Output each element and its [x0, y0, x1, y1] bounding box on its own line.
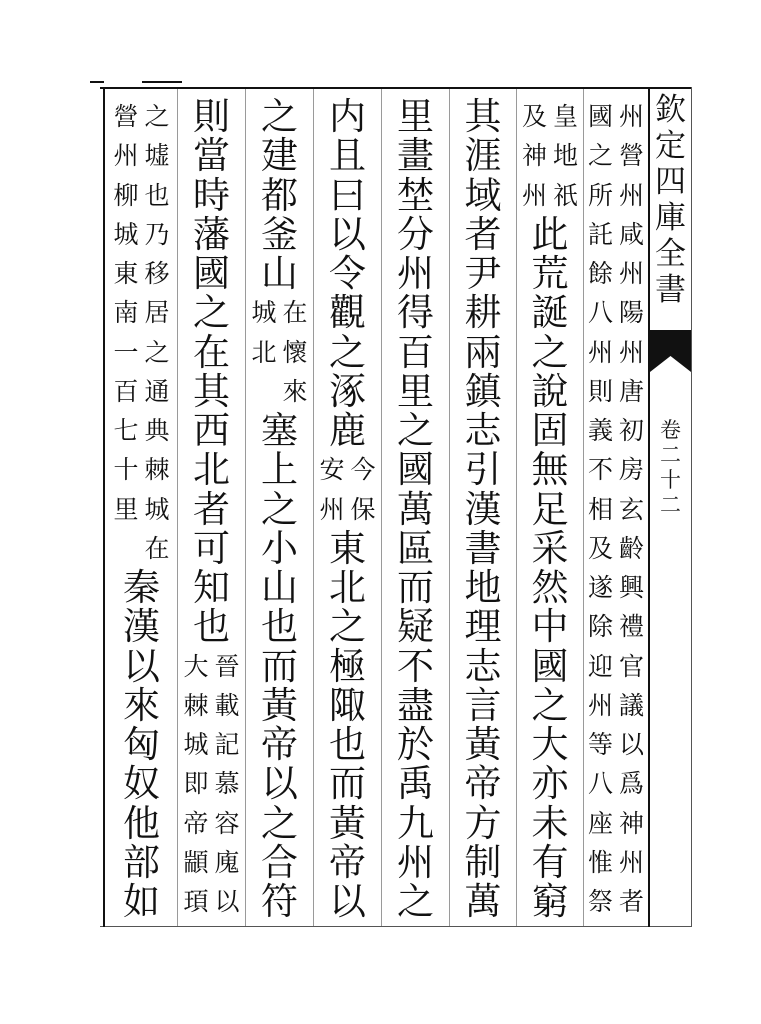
character: 采 — [531, 526, 569, 570]
annotation-left-line — [249, 293, 280, 411]
character: 四 — [655, 164, 686, 200]
character: 方 — [464, 801, 502, 845]
annotation-right-line — [142, 97, 173, 568]
character: 官 — [618, 651, 644, 681]
character: 而 — [261, 644, 298, 688]
character: 匈 — [123, 723, 160, 766]
character: 禹 — [397, 762, 434, 806]
character: 者 — [193, 487, 230, 531]
character: 州 — [587, 337, 613, 367]
character: 以 — [261, 762, 298, 806]
character: 以 — [214, 887, 240, 916]
character: 七 — [113, 416, 139, 445]
character: 黃 — [261, 683, 298, 727]
character: 通 — [144, 376, 170, 406]
character: 分 — [397, 212, 434, 256]
character: 理 — [464, 605, 502, 649]
main-text — [106, 568, 177, 921]
character: 山 — [261, 252, 298, 295]
character: 尹 — [464, 252, 502, 295]
character: 釜 — [261, 212, 298, 256]
annotation — [106, 97, 177, 568]
character: 欽 — [655, 92, 686, 128]
character: 在 — [144, 533, 170, 563]
annotation-left-line — [111, 97, 142, 568]
character: 八 — [587, 298, 613, 328]
character: 黃 — [464, 723, 502, 766]
annotation-right-line — [348, 450, 379, 529]
character: 曰 — [329, 173, 366, 217]
frame-left-border — [103, 87, 105, 927]
character: 懷 — [282, 337, 308, 367]
character: 之 — [261, 95, 298, 138]
annotation-left-line — [317, 450, 348, 529]
margin-volume-number — [650, 418, 691, 518]
character: 十 — [660, 468, 681, 492]
character: 其 — [464, 95, 502, 138]
character: 記 — [214, 730, 240, 759]
character: 州 — [618, 180, 644, 210]
character: 以 — [618, 730, 644, 759]
character: 涿 — [329, 369, 366, 413]
character: 州 — [397, 840, 434, 884]
character: 固 — [531, 409, 569, 452]
character: 山 — [261, 566, 298, 609]
character: 且 — [329, 134, 366, 178]
character: 之 — [329, 605, 366, 649]
character: 百 — [113, 376, 139, 406]
character: 則 — [193, 95, 230, 138]
text-column-1 — [584, 0, 648, 1024]
character: 十 — [113, 455, 139, 485]
character: 禮 — [618, 612, 644, 642]
character: 營 — [618, 141, 644, 171]
character: 中 — [531, 605, 569, 649]
character: 慕 — [214, 769, 240, 799]
character: 極 — [329, 644, 366, 688]
character: 當 — [193, 134, 230, 178]
character: 除 — [587, 612, 613, 642]
character: 迎 — [587, 651, 613, 681]
character: 合 — [261, 840, 298, 884]
character: 符 — [261, 880, 298, 923]
character: 以 — [329, 212, 366, 256]
character: 玄 — [618, 494, 644, 524]
character: 部 — [123, 840, 160, 884]
character: 誕 — [531, 291, 569, 335]
character: 棘 — [144, 455, 170, 485]
character: 漢 — [464, 487, 502, 531]
character: 託 — [587, 219, 613, 249]
character: 及 — [587, 533, 613, 563]
text-column-2 — [517, 0, 583, 1024]
character: 全 — [655, 236, 686, 272]
character: 之 — [531, 330, 569, 374]
character: 里 — [113, 494, 139, 524]
text-column-5 — [314, 0, 381, 1024]
character: 容 — [214, 808, 240, 838]
character: 晉 — [214, 651, 240, 681]
character: 小 — [261, 526, 298, 570]
character: 建 — [261, 134, 298, 178]
character: 初 — [618, 416, 644, 445]
main-text — [314, 97, 381, 450]
text-column-4 — [382, 0, 449, 1024]
character: 帝 — [261, 723, 298, 766]
character: 無 — [531, 448, 569, 492]
character: 其 — [193, 369, 230, 413]
main-text — [314, 526, 381, 923]
character: 得 — [397, 291, 434, 335]
character: 說 — [531, 369, 569, 413]
character: 興 — [618, 573, 644, 602]
character: 唐 — [618, 376, 644, 406]
character: 陽 — [618, 298, 644, 328]
character: 安 — [319, 455, 345, 485]
character: 惟 — [587, 847, 613, 877]
character: 引 — [464, 448, 502, 492]
character: 城 — [183, 730, 209, 759]
fishtail-mark — [650, 330, 691, 372]
character: 上 — [261, 448, 298, 492]
character: 書 — [655, 272, 686, 308]
character: 義 — [587, 416, 613, 445]
character: 咸 — [618, 219, 644, 249]
character: 埜 — [397, 173, 434, 217]
character: 所 — [587, 180, 613, 210]
character: 神 — [618, 808, 644, 838]
character: 定 — [655, 128, 686, 164]
character: 時 — [193, 173, 230, 217]
annotation-right-line — [550, 97, 581, 215]
annotation-left-line — [181, 647, 212, 922]
character: 祭 — [587, 887, 613, 916]
character: 二 — [660, 443, 681, 467]
character: 則 — [587, 376, 613, 406]
character: 來 — [123, 683, 160, 727]
character: 二 — [660, 493, 681, 517]
character: 之 — [397, 409, 434, 452]
main-text — [382, 97, 449, 921]
character: 房 — [618, 455, 644, 485]
annotation — [246, 293, 313, 411]
character: 廆 — [214, 847, 240, 877]
character: 帝 — [464, 762, 502, 806]
character: 國 — [531, 644, 569, 688]
character: 也 — [193, 605, 230, 649]
character: 卷 — [660, 418, 681, 442]
character: 制 — [464, 840, 502, 884]
character: 奴 — [123, 762, 160, 806]
character: 保 — [350, 494, 376, 524]
annotation — [517, 97, 583, 215]
character: 來 — [282, 376, 308, 406]
character: 之 — [397, 880, 434, 923]
character: 九 — [397, 801, 434, 845]
character: 之 — [261, 801, 298, 845]
character: 州 — [618, 847, 644, 877]
character: 鹿 — [329, 409, 366, 452]
character: 八 — [587, 769, 613, 799]
character: 未 — [531, 801, 569, 845]
character: 而 — [397, 566, 434, 609]
character: 然 — [531, 566, 569, 609]
character: 亦 — [531, 762, 569, 806]
character: 地 — [552, 141, 578, 171]
annotation — [584, 97, 648, 921]
character: 觀 — [329, 291, 366, 335]
character: 餘 — [587, 259, 613, 288]
character: 齡 — [618, 533, 644, 563]
main-text — [178, 97, 245, 647]
character: 之 — [329, 330, 366, 374]
character: 之 — [193, 291, 230, 335]
character: 頊 — [183, 887, 209, 916]
character: 可 — [193, 526, 230, 570]
character: 地 — [464, 566, 502, 609]
character: 州 — [397, 252, 434, 295]
character: 典 — [144, 416, 170, 445]
text-column-8 — [106, 0, 177, 1024]
main-text — [450, 97, 516, 921]
annotation-left-line — [519, 97, 550, 215]
character: 祇 — [552, 180, 578, 210]
character: 他 — [123, 801, 160, 845]
annotation-right-line — [212, 647, 243, 922]
annotation — [314, 450, 381, 529]
character: 陬 — [329, 683, 366, 727]
character: 及 — [521, 102, 547, 131]
character: 里 — [397, 369, 434, 413]
character: 庫 — [655, 200, 686, 236]
character: 州 — [113, 141, 139, 171]
character: 柳 — [113, 180, 139, 210]
character: 區 — [397, 526, 434, 570]
annotation-right-line — [616, 97, 647, 921]
character: 者 — [464, 212, 502, 256]
character: 爲 — [618, 769, 644, 799]
character: 座 — [587, 808, 613, 838]
character: 令 — [329, 252, 366, 295]
character: 北 — [193, 448, 230, 492]
character: 城 — [113, 219, 139, 249]
character: 藩 — [193, 212, 230, 256]
character: 言 — [464, 683, 502, 727]
text-column-3 — [450, 0, 516, 1024]
character: 東 — [329, 526, 366, 570]
character: 也 — [329, 723, 366, 766]
character: 之 — [144, 337, 170, 367]
character: 之 — [144, 102, 170, 131]
character: 城 — [251, 298, 277, 328]
character: 議 — [618, 690, 644, 720]
character: 萬 — [397, 487, 434, 531]
character: 州 — [587, 690, 613, 720]
character: 塞 — [261, 409, 298, 452]
character: 有 — [531, 840, 569, 884]
character: 國 — [193, 252, 230, 295]
annotation-right-line — [280, 293, 311, 411]
character: 里 — [397, 95, 434, 138]
text-column-6 — [246, 0, 313, 1024]
character: 於 — [397, 723, 434, 766]
character: 疑 — [397, 605, 434, 649]
character: 南 — [113, 298, 139, 328]
character: 大 — [531, 723, 569, 766]
character: 者 — [618, 887, 644, 916]
character: 盡 — [397, 683, 434, 727]
character: 相 — [587, 494, 613, 524]
character: 北 — [329, 566, 366, 609]
character: 黃 — [329, 801, 366, 845]
character: 不 — [587, 455, 613, 485]
annotation-left-line — [585, 97, 616, 921]
character: 都 — [261, 173, 298, 217]
character: 國 — [587, 102, 613, 131]
annotation — [178, 647, 245, 922]
character: 移 — [144, 259, 170, 288]
character: 涯 — [464, 134, 502, 178]
character: 畫 — [397, 134, 434, 178]
character: 營 — [113, 102, 139, 131]
character: 而 — [329, 762, 366, 806]
character: 兩 — [464, 330, 502, 374]
main-text — [246, 411, 313, 921]
text-column-7 — [178, 0, 245, 1024]
character: 遂 — [587, 573, 613, 602]
character: 此 — [531, 212, 569, 256]
character: 内 — [329, 95, 366, 138]
character: 窮 — [531, 880, 569, 923]
character: 帝 — [183, 808, 209, 838]
character: 鎮 — [464, 369, 502, 413]
character: 州 — [319, 494, 345, 524]
character: 百 — [397, 330, 434, 374]
character: 載 — [214, 690, 240, 720]
character: 一 — [113, 337, 139, 367]
character: 萬 — [464, 880, 502, 923]
character: 東 — [113, 259, 139, 288]
character: 也 — [144, 180, 170, 210]
main-text — [246, 97, 313, 293]
character: 即 — [183, 769, 209, 799]
character: 帝 — [329, 840, 366, 884]
character: 州 — [618, 259, 644, 288]
character: 以 — [123, 644, 160, 688]
character: 在 — [193, 330, 230, 374]
character: 志 — [464, 644, 502, 688]
character: 域 — [464, 173, 502, 217]
character: 墟 — [144, 141, 170, 171]
character: 耕 — [464, 291, 502, 335]
character: 等 — [587, 730, 613, 759]
character: 州 — [521, 180, 547, 210]
character: 大 — [183, 651, 209, 681]
character: 志 — [464, 409, 502, 452]
character: 以 — [329, 880, 366, 923]
character: 州 — [618, 337, 644, 367]
character: 居 — [144, 298, 170, 328]
character: 顓 — [183, 847, 209, 877]
character: 之 — [587, 141, 613, 171]
frame-mark — [90, 81, 104, 83]
character: 北 — [251, 337, 277, 367]
character: 足 — [531, 487, 569, 531]
character: 在 — [282, 298, 308, 328]
margin-outer-border — [691, 87, 692, 927]
character: 秦 — [123, 566, 160, 609]
character: 如 — [123, 880, 160, 923]
character: 今 — [350, 455, 376, 485]
character: 不 — [397, 644, 434, 688]
main-text — [517, 212, 583, 923]
character: 書 — [464, 526, 502, 570]
character: 神 — [521, 141, 547, 171]
character: 之 — [261, 487, 298, 531]
character: 之 — [531, 683, 569, 727]
character: 城 — [144, 494, 170, 524]
character: 皇 — [552, 102, 578, 131]
character: 州 — [618, 102, 644, 131]
character: 荒 — [531, 252, 569, 295]
character: 知 — [193, 566, 230, 609]
character: 西 — [193, 409, 230, 452]
character: 也 — [261, 605, 298, 649]
character: 漢 — [123, 605, 160, 649]
character: 國 — [397, 448, 434, 492]
character: 棘 — [183, 690, 209, 720]
margin-book-title — [650, 92, 691, 308]
character: 乃 — [144, 219, 170, 249]
